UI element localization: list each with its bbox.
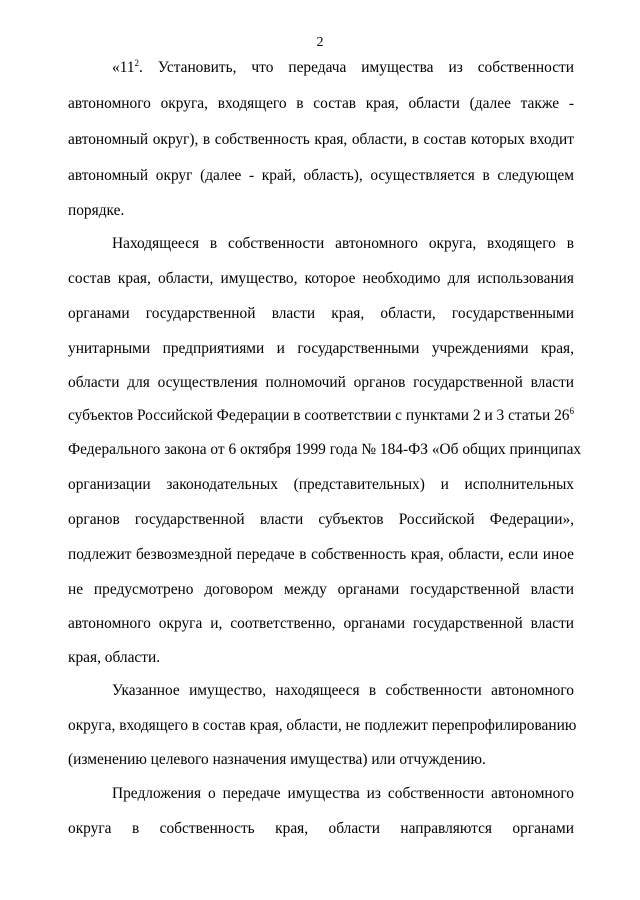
paragraph-2-line-10: подлежит безвозмездной передаче в собственность края, области, если иное [68,546,574,563]
paragraph-2-line-5: области для осуществления полномочий органов государственной власти [68,374,574,391]
paragraph-2-line-4: унитарными предприятиями и государственными учреждениями края, [68,340,574,357]
paragraph-2-line-12: автономного округа и, соответственно, органами государственной власти [68,615,574,632]
paragraph-2-line-1: Находящееся в собственности автономного округа, входящего в [112,235,574,252]
paragraph-4-line-2: округа в собственность края, области направляются органами [68,820,574,837]
paragraph-1-line-1: «$11^2$. Установить, что передача имущества из собственности [112,58,574,76]
paragraph-2-line-6: субъектов Российской Федерации в соответствии с пунктами 2 и 3 статьи $26^6$ [68,406,574,424]
paragraph-4-line-1: Предложения о передаче имущества из собственности автономного [112,785,574,802]
paragraph-2-line-8: организации законодательных (представительных) и исполнительных [68,476,574,493]
paragraph-2-line-9: органов государственной власти субъектов Российской Федерации», [68,511,574,528]
paragraph-2-line-2: состав края, области, имущество, которое необходимо для использования [68,270,574,287]
paragraph-1-line-4: автономный округ (далее - край, область), осуществляется в следующем [68,167,574,184]
paragraph-1-line-3: автономный округ), в собственность края, области, в состав которых входит [68,131,574,148]
page-number: 2 [316,35,324,50]
paragraph-3-line-2: округа, входящего в состав края, области, не подлежит перепрофилированию [68,717,577,734]
paragraph-2-line-3: органами государственной власти края, области, государственными [68,305,574,322]
paragraph-2-line-13: края, области. [68,649,161,666]
paragraph-1-line-2: автономного округа, входящего в состав края, области (далее также - [68,95,574,112]
paragraph-3-line-3: (изменению целевого назначения имущества) или отчуждению. [68,751,486,768]
paragraph-2-line-7: Федерального закона от 6 октября 1999 года № 184-ФЗ «Об общих принципах [68,441,582,458]
paragraph-3-line-1: Указанное имущество, находящееся в собственности автономного [112,682,574,699]
paragraph-2-line-11: не предусмотрено договором между органами государственной власти [68,581,574,598]
paragraph-1-line-5: порядке. [68,202,125,219]
